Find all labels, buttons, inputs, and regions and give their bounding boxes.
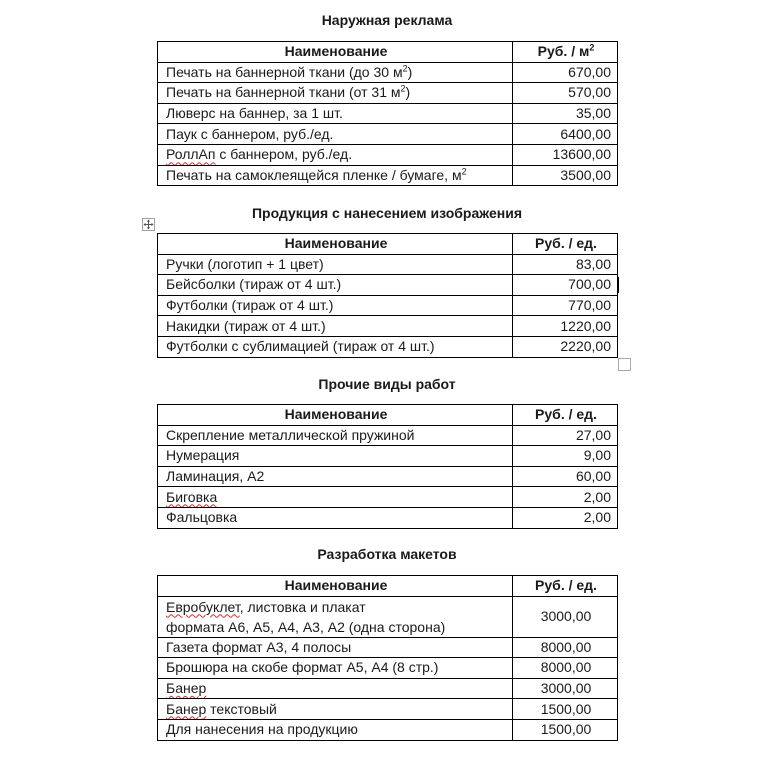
item-name-cell[interactable]: Фальцовка bbox=[158, 507, 513, 528]
table-row[interactable] bbox=[158, 83, 618, 104]
column-header-price: Руб. / ед. bbox=[513, 405, 618, 426]
item-price-cell[interactable]: 770,00 bbox=[513, 295, 618, 316]
column-header-price: Руб. / ед. bbox=[513, 576, 618, 597]
item-name-text: Печать на баннерной ткани (от 31 м bbox=[166, 84, 401, 101]
table-header-row bbox=[158, 42, 618, 63]
item-price-cell[interactable]: 2220,00 bbox=[513, 336, 618, 357]
item-name-cell[interactable]: Бейсболки (тираж от 4 шт.) bbox=[158, 275, 513, 296]
other-works-table[interactable] bbox=[157, 404, 618, 529]
item-name-cell[interactable] bbox=[158, 144, 513, 165]
section-title-layout-design: Разработка макетов bbox=[317, 546, 457, 562]
printed-products-table[interactable] bbox=[157, 233, 618, 358]
item-name-cell[interactable] bbox=[158, 83, 513, 104]
table-header-row bbox=[158, 405, 618, 426]
column-header-name: Наименование bbox=[158, 576, 513, 597]
table-row[interactable] bbox=[158, 658, 618, 679]
item-price-cell[interactable]: 570,00 bbox=[513, 83, 618, 104]
spellcheck-flagged-word[interactable]: Банер bbox=[166, 680, 207, 697]
item-name-cell[interactable]: Накидки (тираж от 4 шт.) bbox=[158, 316, 513, 337]
item-name-cell[interactable]: Паук с баннером, руб./ед. bbox=[158, 124, 513, 145]
column-header-name: Наименование bbox=[158, 234, 513, 255]
table-header-row bbox=[158, 234, 618, 255]
spellcheck-flagged-word[interactable]: Банер bbox=[166, 700, 207, 717]
table-row[interactable] bbox=[158, 295, 618, 316]
table-row[interactable] bbox=[158, 719, 618, 740]
item-name-cell[interactable] bbox=[158, 596, 513, 637]
table-row[interactable] bbox=[158, 637, 618, 658]
item-price-cell[interactable]: 8000,00 bbox=[513, 658, 618, 679]
item-price-cell[interactable]: 35,00 bbox=[513, 103, 618, 124]
table-row[interactable] bbox=[158, 507, 618, 528]
item-name-text: , листовка и плакат bbox=[239, 598, 366, 615]
table-row[interactable] bbox=[158, 487, 618, 508]
spellcheck-flagged-word[interactable]: Евробуклет bbox=[166, 598, 240, 615]
item-price-cell[interactable]: 700,00 bbox=[513, 275, 618, 296]
column-header-name: Наименование bbox=[158, 42, 513, 63]
item-price-cell[interactable]: 8000,00 bbox=[513, 637, 618, 658]
table-row[interactable] bbox=[158, 699, 618, 720]
table-move-handle[interactable] bbox=[142, 218, 155, 231]
table-row[interactable] bbox=[158, 165, 618, 186]
table-row[interactable] bbox=[158, 678, 618, 699]
item-price-cell[interactable]: 83,00 bbox=[513, 254, 618, 275]
column-header-price: Руб. / ед. bbox=[513, 234, 618, 255]
spellcheck-flagged-word[interactable]: Биговка bbox=[166, 488, 218, 505]
item-price-cell[interactable]: 3500,00 bbox=[513, 165, 618, 186]
table-row[interactable] bbox=[158, 103, 618, 124]
item-price-cell[interactable]: 670,00 bbox=[513, 62, 618, 83]
item-name-text-line2: формата А6, А5, А4, А3, А2 (одна сторона) bbox=[166, 618, 446, 635]
table-row[interactable] bbox=[158, 144, 618, 165]
outdoor-advertising-table[interactable] bbox=[157, 41, 618, 186]
item-name-cell[interactable]: Люверс на баннер, за 1 шт. bbox=[158, 103, 513, 124]
item-price-cell[interactable]: 3000,00 bbox=[513, 596, 618, 637]
table-resize-handle[interactable] bbox=[618, 358, 631, 371]
item-name-text: Печать на самоклеящейся пленке / бумаге, м bbox=[166, 166, 462, 183]
move-arrows-icon bbox=[143, 219, 154, 230]
item-name-cell[interactable] bbox=[158, 678, 513, 699]
item-name-cell[interactable] bbox=[158, 165, 513, 186]
section-title-printed-products: Продукция с нанесением изображения bbox=[251, 205, 523, 221]
item-name-cell[interactable]: Футболки (тираж от 4 шт.) bbox=[158, 295, 513, 316]
item-price-cell[interactable]: 1220,00 bbox=[513, 316, 618, 337]
item-price-cell[interactable]: 9,00 bbox=[513, 446, 618, 467]
section-title-outdoor-advertising: Наружная реклама bbox=[321, 12, 453, 28]
table-row[interactable] bbox=[158, 275, 618, 296]
section-title-other-works: Прочие виды работ bbox=[318, 376, 456, 392]
item-price-cell[interactable]: 6400,00 bbox=[513, 124, 618, 145]
item-name-cell[interactable]: Футболки с сублимацией (тираж от 4 шт.) bbox=[158, 336, 513, 357]
table-row[interactable] bbox=[158, 446, 618, 467]
item-name-cell[interactable]: Ручки (логотип + 1 цвет) bbox=[158, 254, 513, 275]
item-price-cell[interactable]: 2,00 bbox=[513, 487, 618, 508]
item-price-cell[interactable]: 1500,00 bbox=[513, 719, 618, 740]
item-name-cell[interactable] bbox=[158, 62, 513, 83]
layout-design-table[interactable] bbox=[157, 575, 618, 741]
table-row[interactable] bbox=[158, 254, 618, 275]
item-price-cell[interactable]: 60,00 bbox=[513, 466, 618, 487]
item-name-cell[interactable]: Скрепление металлической пружиной bbox=[158, 425, 513, 446]
table-row[interactable] bbox=[158, 425, 618, 446]
item-price-cell[interactable]: 27,00 bbox=[513, 425, 618, 446]
column-header-price bbox=[513, 42, 618, 63]
superscript: 2 bbox=[461, 166, 467, 177]
item-name-text: текстовый bbox=[206, 700, 277, 717]
item-name-cell[interactable]: Нумерация bbox=[158, 446, 513, 467]
item-price-cell[interactable]: 13600,00 bbox=[513, 144, 618, 165]
superscript: 2 bbox=[589, 42, 595, 53]
table-row[interactable] bbox=[158, 466, 618, 487]
table-row[interactable] bbox=[158, 596, 618, 637]
superscript: 2 bbox=[400, 83, 406, 94]
item-name-text: с баннером, руб./ед. bbox=[215, 146, 353, 163]
item-name-cell[interactable]: Брошюра на скобе формат А5, А4 (8 стр.) bbox=[158, 658, 513, 679]
item-name-cell[interactable]: Газета формат А3, 4 полосы bbox=[158, 637, 513, 658]
spellcheck-flagged-word[interactable]: РоллАп bbox=[166, 146, 216, 163]
superscript: 2 bbox=[402, 63, 408, 74]
item-name-text: Печать на баннерной ткани (до 30 м bbox=[166, 63, 403, 80]
table-row[interactable] bbox=[158, 336, 618, 357]
item-name-cell[interactable]: Ламинация, А2 bbox=[158, 466, 513, 487]
column-header-name: Наименование bbox=[158, 405, 513, 426]
table-row[interactable] bbox=[158, 124, 618, 145]
text-caret bbox=[618, 277, 619, 293]
item-name-suffix: ) bbox=[407, 63, 413, 80]
item-price-cell[interactable]: 1500,00 bbox=[513, 699, 618, 720]
table-row[interactable] bbox=[158, 316, 618, 337]
column-header-price-label: Руб. / м bbox=[537, 43, 590, 60]
table-header-row bbox=[158, 576, 618, 597]
item-price-cell[interactable]: 3000,00 bbox=[513, 678, 618, 699]
item-name-cell[interactable] bbox=[158, 487, 513, 508]
item-price-cell[interactable]: 2,00 bbox=[513, 507, 618, 528]
item-name-suffix: ) bbox=[405, 84, 411, 101]
table-row[interactable] bbox=[158, 62, 618, 83]
item-name-cell[interactable]: Для нанесения на продукцию bbox=[158, 719, 513, 740]
item-name-cell[interactable] bbox=[158, 699, 513, 720]
